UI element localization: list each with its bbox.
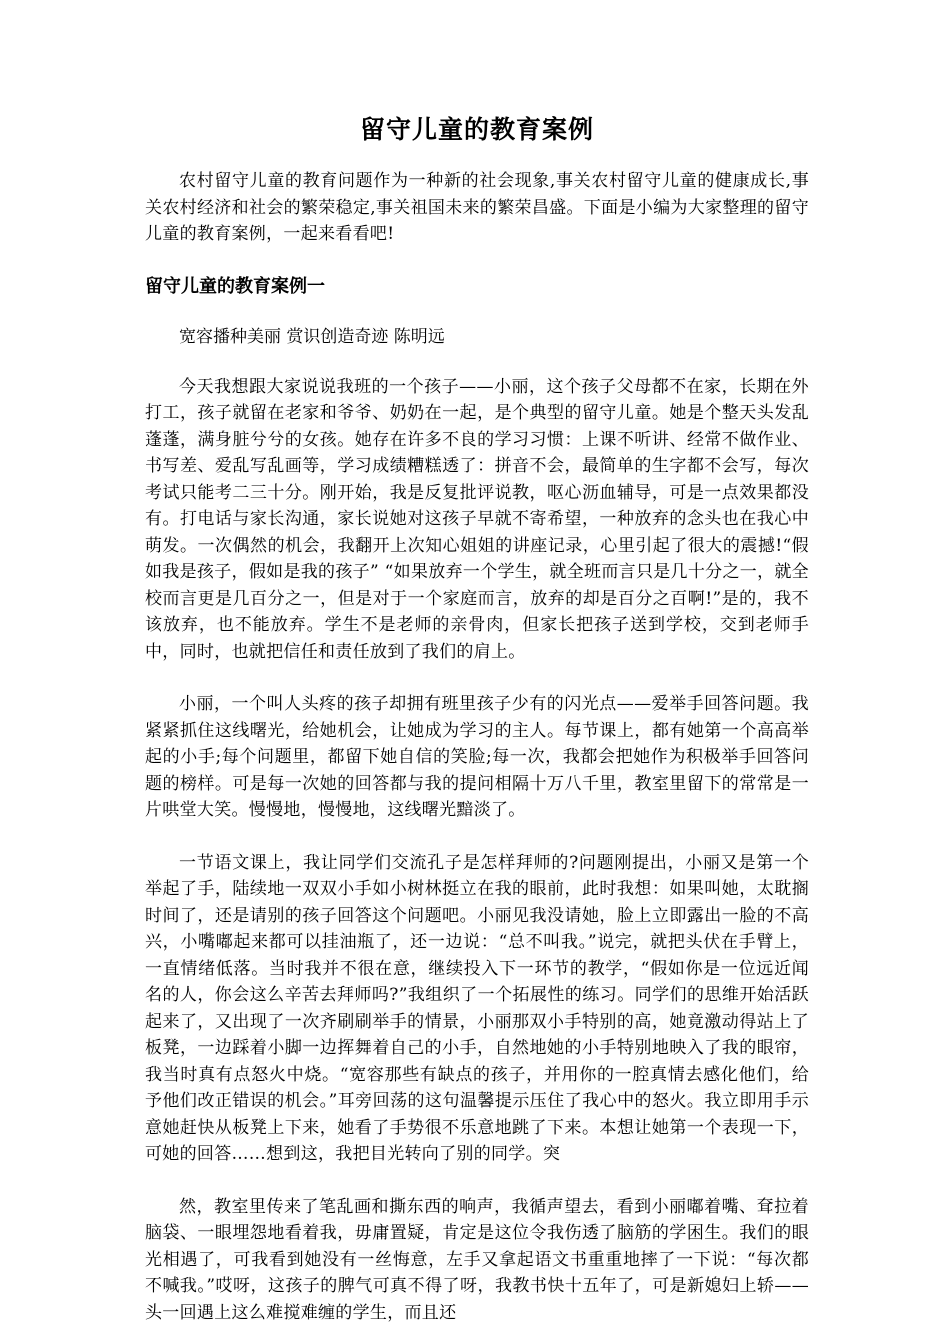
body-paragraph: 一节语文课上，我让同学们交流孔子是怎样拜师的?问题刚提出，小丽又是第一个举起了手，陆续地一双双小手如小树林挺立在我的眼前，此时我想：如果叫她，太耽搁时间了，还是请别的孩子回答这个问题吧。小丽见我没请她，脸上立即露出一脸的不高兴，小嘴嘟起来都可以挂油瓶了，还一边说：“总不叫我。”说完，就把头伏在手臂上，一直情绪低落。当时我并不很在意，继续投入下一环节的教学，“假如你是一位远近闻名的人，你会这么辛苦去拜师吗?”我组织了一个拓展性的练习。同学们的思维开始活跃起来了，又出现了一次齐刷刷举手的情景，小丽那双小手特别的高，她竟激动得站上了板凳，一边踩着小脚一边挥舞着自己的小手，自然地她的小手特别地映入了我的眼帘，我当时真有点怒火中烧。“宽容那些有缺点的孩子，并用你的一腔真情去感化他们，给予他们改正错误的机会。”耳旁回荡的这句温馨提示压住了我心中的怒火。我立即用手示意她赶快从板凳上下来，她看了手势很不乐意地跳了下来。本想让她第一个表现一下，可她的回答……想到这，我把目光转向了别的同学。突 (145, 852, 809, 1164)
body-paragraph: 今天我想跟大家说说我班的一个孩子——小丽，这个孩子父母都不在家，长期在外打工，孩子就留在老家和爷爷、奶奶在一起，是个典型的留守儿童。她是个整天头发乱蓬蓬，满身脏兮兮的女孩。她存在许多不良的学习习惯：上课不听讲、经常不做作业、书写差、爱乱写乱画等，学习成绩糟糕透了：拼音不会，最简单的生字都不会写，每次考试只能考二三十分。刚开始，我是反复批评说教，呕心沥血辅导，可是一点效果都没有。打电话与家长沟通，家长说她对这孩子早就不寄希望，一种放弃的念头也在我心中萌发。一次偶然的机会，我翻开上次知心姐姐的讲座记录，心里引起了很大的震撼!“假如我是孩子，假如是我的孩子” “如果放弃一个学生，就全班而言只是几十分之一，就全校而言更是几百分之一，但是对于一个家庭而言，放弃的却是百分之百啊!”是的，我不该放弃，也不能放弃。学生不是老师的亲骨肉，但家长把孩子送到学校，交到老师手中，同时，也就把信任和责任放到了我们的肩上。 (145, 376, 809, 662)
spacer (145, 350, 809, 374)
body-paragraph: 小丽，一个叫人头疼的孩子却拥有班里孩子少有的闪光点——爱举手回答问题。我紧紧抓住这线曙光，给她机会，让她成为学习的主人。每节课上，都有她第一个高高举起的小手;每个问题里，都留下她自信的笑脸;每一次，我都会把她作为积极举手回答问题的榜样。可是每一次她的回答都与我的提问相隔十万八千里，教室里留下的常常是一片哄堂大笑。慢慢地，慢慢地，这线曙光黯淡了。 (145, 694, 809, 820)
body-paragraph: 然，教室里传来了笔乱画和撕东西的响声，我循声望去，看到小丽嘟着嘴、耷拉着脑袋、一眼埋怨地看着我，毋庸置疑，肯定是这位令我伤透了脑筋的学困生。我们的眼光相遇了，可我看到她没有一丝悔意，左手又拿起语文书重重地摔了一下说：“每次都不喊我。”哎呀，这孩子的脾气可真不得了呀，我教书快十五年了，可是新媳妇上轿——头一回遇上这么难搅难缠的学生，而且还 (145, 1196, 809, 1323)
byline: 宽容播种美丽 赏识创造奇迹 陈明远 (179, 326, 445, 347)
document-title: 留守儿童的教育案例 (359, 115, 594, 144)
section-heading: 留守儿童的教育案例一 (145, 275, 325, 297)
document-page (145, 112, 809, 1326)
intro-paragraph: 农村留守儿童的教育问题作为一种新的社会现象,事关农村留守儿童的健康成长,事关农村经济和社会的繁荣稳定,事关祖国未来的繁荣昌盛。下面是小编为大家整理的留守儿童的教育案例，一起来看看吧! (145, 171, 809, 244)
spacer (145, 1168, 809, 1194)
spacer (145, 300, 809, 324)
spacer (145, 665, 809, 691)
spacer (145, 248, 809, 274)
spacer (145, 824, 809, 850)
